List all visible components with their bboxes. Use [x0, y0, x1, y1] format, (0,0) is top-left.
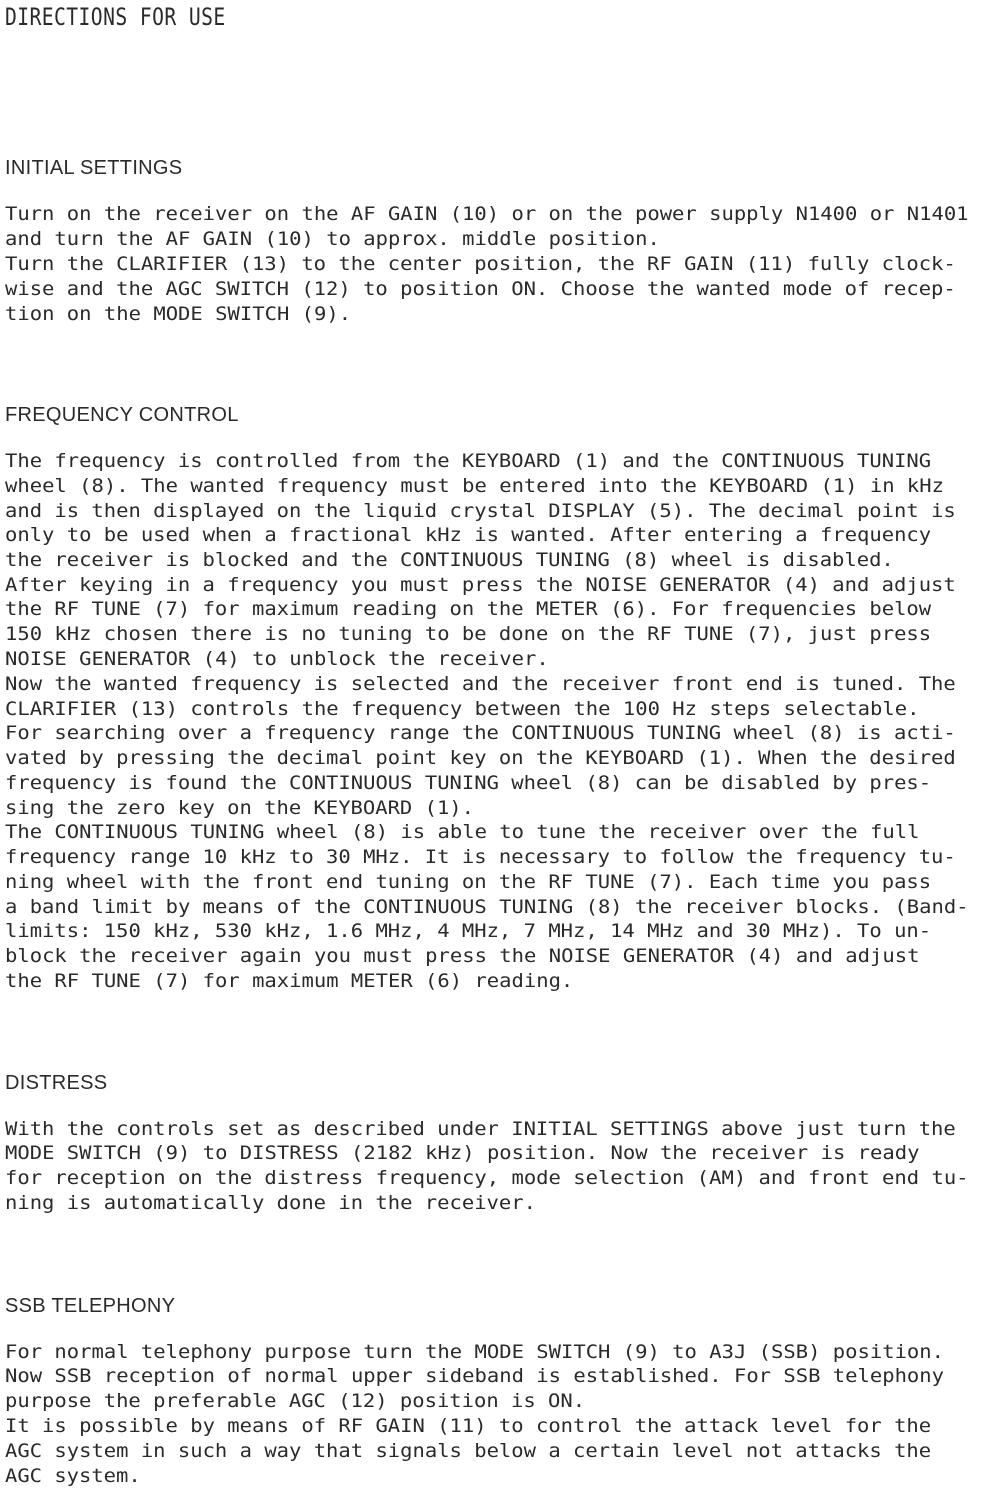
paragraph-line: vated by pressing the decimal point key on the KEYBOARD (1). When the desired: [5, 747, 956, 769]
paragraph-line: only to be used when a fractional kHz is wanted. After entering a frequency: [5, 524, 932, 546]
paragraph-line: AGC system in such a way that signals below a certain level not attacks the: [5, 1440, 932, 1462]
paragraph-line: Now the wanted frequency is selected and the receiver front end is tuned. The: [5, 673, 956, 695]
paragraph-line: wise and the AGC SWITCH (12) to position ON. Choose the wanted mode of recep-: [5, 278, 956, 300]
paragraph-line: a band limit by means of the CONTINUOUS TUNING (8) the receiver blocks. (Band-: [5, 896, 969, 918]
section-heading: FREQUENCY CONTROL: [5, 404, 239, 426]
paragraph-line: 150 kHz chosen there is no tuning to be done on the RF TUNE (7), just press: [5, 623, 932, 645]
paragraph-line: For normal telephony purpose turn the MODE SWITCH (9) to A3J (SSB) position.: [5, 1341, 945, 1363]
paragraph-line: for reception on the distress frequency, mode selection (AM) and front end tu-: [5, 1167, 969, 1189]
section-heading: DISTRESS: [5, 1072, 108, 1094]
paragraph-line: tion on the MODE SWITCH (9).: [5, 303, 352, 325]
paragraph-line: sing the zero key on the KEYBOARD (1).: [5, 797, 474, 819]
paragraph-line: limits: 150 kHz, 530 kHz, 1.6 MHz, 4 MHz, 7 MHz, 14 MHz and 30 MHz). To un-: [5, 920, 932, 942]
paragraph-line: and is then displayed on the liquid crystal DISPLAY (5). The decimal point is: [5, 500, 956, 522]
paragraph-line: It is possible by means of RF GAIN (11) to control the attack level for the: [5, 1415, 932, 1437]
paragraph-line: Turn the CLARIFIER (13) to the center position, the RF GAIN (11) fully clock-: [5, 253, 956, 275]
paragraph-line: Turn on the receiver on the AF GAIN (10) or on the power supply N1400 or N1401: [5, 203, 969, 225]
paragraph-line: With the controls set as described under INITIAL SETTINGS above just turn the: [5, 1118, 956, 1140]
paragraph-line: The frequency is controlled from the KEYBOARD (1) and the CONTINUOUS TUNING: [5, 450, 932, 472]
paragraph-line: purpose the preferable AGC (12) position is ON.: [5, 1390, 586, 1412]
paragraph-line: The CONTINUOUS TUNING wheel (8) is able to tune the receiver over the full: [5, 821, 920, 843]
paragraph-line: Now SSB reception of normal upper sideband is established. For SSB telephony: [5, 1365, 945, 1387]
paragraph-line: the RF TUNE (7) for maximum reading on the METER (6). For frequencies below: [5, 598, 932, 620]
paragraph-line: MODE SWITCH (9) to DISTRESS (2182 kHz) position. Now the receiver is ready: [5, 1142, 920, 1164]
section-heading: SSB TELEPHONY: [5, 1295, 176, 1317]
paragraph-line: ning is automatically done in the receiver.: [5, 1192, 536, 1214]
paragraph-line: NOISE GENERATOR (4) to unblock the receiver.: [5, 648, 549, 670]
paragraph-line: frequency is found the CONTINUOUS TUNING wheel (8) can be disabled by pres-: [5, 772, 932, 794]
paragraph-line: ning wheel with the front end tuning on the RF TUNE (7). Each time you pass: [5, 871, 932, 893]
paragraph-line: For searching over a frequency range the CONTINUOUS TUNING wheel (8) is acti-: [5, 722, 956, 744]
document-title: DIRECTIONS FOR USE: [5, 3, 226, 31]
section-heading: INITIAL SETTINGS: [5, 157, 183, 179]
paragraph-line: and turn the AF GAIN (10) to approx. middle position.: [5, 228, 660, 250]
paragraph-line: the RF TUNE (7) for maximum METER (6) reading.: [5, 970, 574, 992]
paragraph-line: CLARIFIER (13) controls the frequency between the 100 Hz steps selectable.: [5, 698, 920, 720]
paragraph-line: frequency range 10 kHz to 30 MHz. It is necessary to follow the frequency tu-: [5, 846, 956, 868]
paragraph-line: wheel (8). The wanted frequency must be entered into the KEYBOARD (1) in kHz: [5, 475, 945, 497]
paragraph-line: block the receiver again you must press the NOISE GENERATOR (4) and adjust: [5, 945, 920, 967]
paragraph-line: After keying in a frequency you must press the NOISE GENERATOR (4) and adjust: [5, 574, 956, 596]
paragraph-line: the receiver is blocked and the CONTINUOUS TUNING (8) wheel is disabled.: [5, 549, 894, 571]
paragraph-line: AGC system.: [5, 1465, 141, 1487]
